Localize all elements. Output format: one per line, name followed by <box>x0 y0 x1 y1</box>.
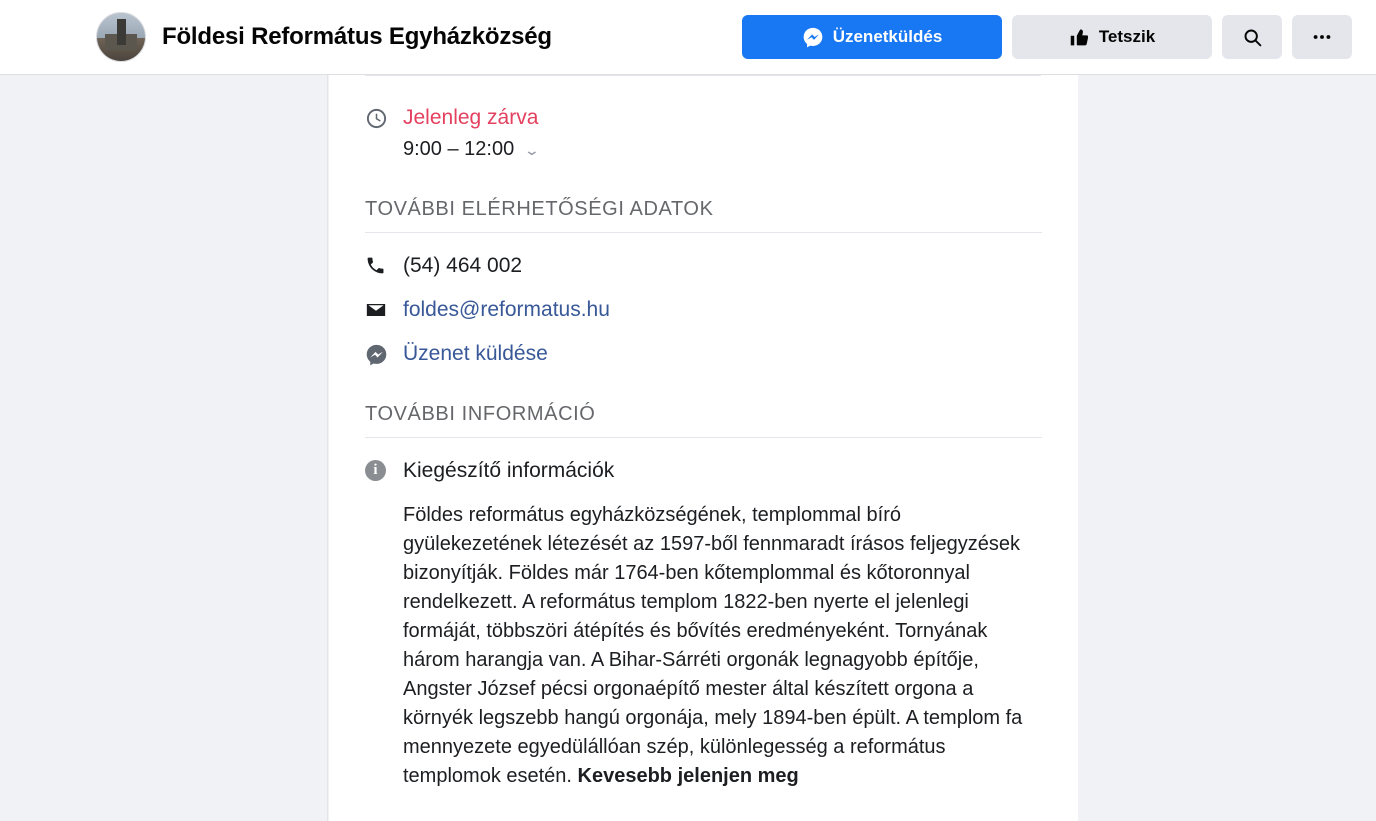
phone-number: (54) 464 002 <box>403 254 523 277</box>
phone-icon <box>365 253 403 276</box>
opening-hours-text <box>403 105 1042 161</box>
info-circle-icon <box>365 458 403 481</box>
additional-info-body-row <box>365 501 1042 791</box>
send-message-link[interactable]: Üzenet küldése <box>403 342 548 365</box>
info-circle-glyph: i <box>365 460 386 481</box>
additional-info-title: Kiegészítő információk <box>403 459 615 482</box>
open-status-label: Jelenleg zárva <box>403 106 539 129</box>
info-body-spacer <box>365 501 403 503</box>
avatar-church-tower <box>117 19 126 45</box>
send-message-button[interactable] <box>742 15 1002 59</box>
page-title: Földesi Református Egyházközség <box>162 23 552 50</box>
messenger-icon <box>802 26 824 48</box>
email-link[interactable]: foldes@reformatus.hu <box>403 298 610 321</box>
envelope-icon <box>365 297 403 321</box>
info-section-heading: TOVÁBBI INFORMÁCIÓ <box>365 403 1042 438</box>
card-top-divider <box>365 75 1041 76</box>
hours-range-label: 9:00 – 12:00 <box>403 138 515 160</box>
page-header-bar <box>0 0 1376 75</box>
like-button[interactable] <box>1012 15 1212 59</box>
left-sidebar-column <box>0 75 328 821</box>
page-body <box>0 75 1376 821</box>
send-message-label: Üzenetküldés <box>832 27 943 46</box>
messenger-icon <box>365 341 403 366</box>
header-actions <box>742 15 1352 59</box>
clock-icon <box>365 105 403 130</box>
additional-info-body <box>403 501 1042 791</box>
search-button[interactable] <box>1222 15 1282 59</box>
page-info-card <box>329 75 1078 821</box>
chevron-down-icon[interactable]: ⌄ <box>523 141 541 158</box>
thumbs-up-icon <box>1069 27 1090 48</box>
avatar[interactable] <box>96 12 146 62</box>
contact-row-email <box>365 297 1042 323</box>
like-label: Tetszik <box>1098 27 1156 46</box>
see-less-link[interactable]: Kevesebb jelenjen meg <box>577 765 799 787</box>
hours-range-row <box>403 138 1042 161</box>
search-icon <box>1242 27 1263 48</box>
additional-info-text: Földes református egyházközségének, templommal bíró gyülekezetének létezését az 1597-ből fennmaradt írásos feljegyzések bizonyítják. Földes már 1764-ben kőtemplommal és kőtoronnyal rendelkezett. A református templom 1822-ben nyerte el jelenlegi formáját, többszöri átépítés és bővítés eredményeként. Tornyának három harangja van. A Bihar-Sárréti orgonák legnagyobb építője, Angster József pécsi orgonaépítő mester által készített orgona a környék legszebb hangú orgonája, mely 1894-ben épült. A templom fa mennyezete egyedülállóan szép, különlegesség a református templomok esetén. <box>403 504 1023 787</box>
additional-info-title-row <box>365 458 1042 484</box>
contact-row-phone <box>365 253 1042 279</box>
more-options-button[interactable] <box>1292 15 1352 59</box>
contact-row-messenger <box>365 341 1042 367</box>
opening-hours-row <box>365 105 1042 161</box>
contact-section-heading: TOVÁBBI ELÉRHETŐSÉGI ADATOK <box>365 198 1042 233</box>
ellipsis-icon <box>1311 26 1333 48</box>
right-sidebar-column <box>1078 75 1376 821</box>
